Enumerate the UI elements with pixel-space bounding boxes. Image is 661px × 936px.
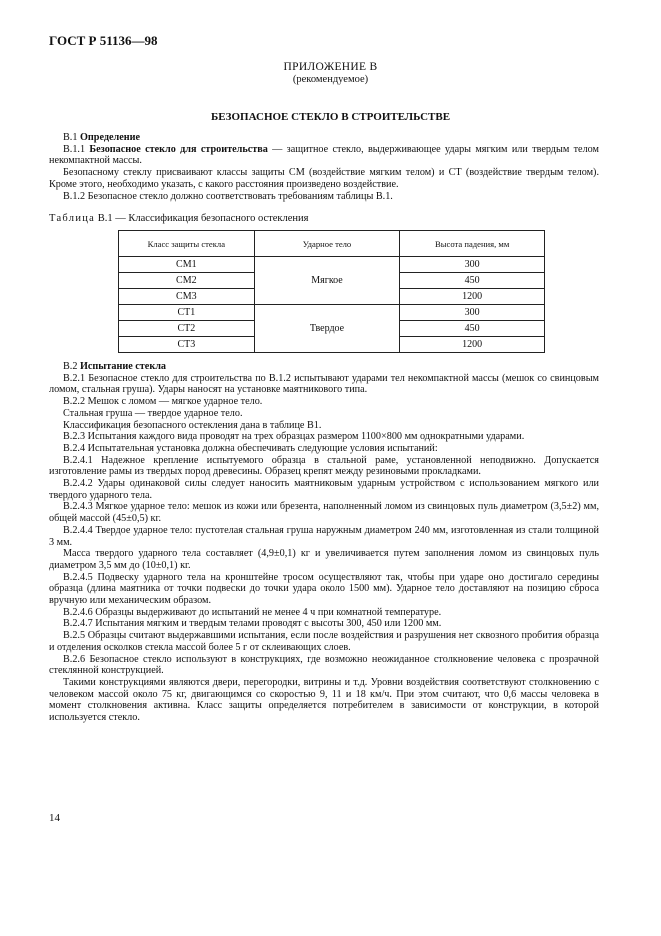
definition-text: — защитное стекло, выдерживающее удары мягким или твердым телом некомпактной массы. bbox=[49, 143, 600, 167]
table-row bbox=[119, 257, 545, 273]
defined-term: Безопасное стекло для строительства bbox=[89, 143, 268, 155]
impact-body-cell: Мягкое bbox=[254, 257, 400, 305]
paragraph: В.2.3 Испытания каждого вида проводят на трех образцах размером 1100×800 мм однократными ударами. bbox=[63, 431, 525, 443]
height-cell: 1200 bbox=[400, 337, 545, 353]
paragraph: В.2.4.7 Испытания мягким и твердым телами проводят с высоты 300, 450 или 1200 мм. bbox=[63, 618, 442, 630]
column-header: Ударное тело bbox=[254, 231, 400, 257]
class-cell: СТ3 bbox=[119, 337, 255, 353]
class-cell: СМ3 bbox=[119, 289, 255, 305]
paragraph: В.2.4 Испытательная установка должна обеспечивать следующие условия испытаний: bbox=[63, 442, 438, 454]
section-title: БЕЗОПАСНОЕ СТЕКЛО В СТРОИТЕЛЬСТВЕ bbox=[210, 111, 451, 123]
paragraph: Масса твердого ударного тела составляет (4,9±0,1) кг и увеличивается путем заполнения ломом из свинцовых пуль диаметром 3,5 мм до (10±0,1) кг. bbox=[49, 548, 599, 571]
column-header: Высота падения, мм bbox=[400, 231, 545, 257]
class-cell: СТ1 bbox=[119, 305, 255, 321]
paragraph: Классификация безопасного остекления дана в таблице В1. bbox=[63, 419, 322, 431]
paragraph: В.2.4.1 Надежное крепление испытуемого образца в стальной раме, установленной неподвижно. Допускается изготовление рамы из твердых пород древесины. Образец крепят между резиновыми прокладками. bbox=[49, 454, 599, 478]
definition-paragraph bbox=[49, 144, 599, 167]
testing-section bbox=[49, 361, 599, 724]
section-heading: Испытание стекла bbox=[79, 361, 167, 372]
testing-heading bbox=[49, 361, 599, 373]
height-cell: 450 bbox=[400, 321, 545, 337]
document-code: ГОСТ Р 51136—98 bbox=[49, 33, 158, 48]
paragraph: Безопасному стеклу присваивают классы защиты СМ (воздействие мягким телом) и СТ (воздействие твердым телом). Кроме этого, необходимо указать, с какого расстояния произведено воздействие. bbox=[49, 167, 599, 190]
paragraph: В.2.4.2 Удары одинаковой силы следует наносить маятниковым ударным устройством с использованием мягкого или твердого ударного тела. bbox=[49, 478, 599, 501]
height-cell: 300 bbox=[400, 305, 545, 321]
paragraph: В.2.4.6 Образцы выдерживают до испытаний не менее 4 ч при комнатной температуре. bbox=[63, 606, 442, 618]
table-caption bbox=[49, 213, 309, 224]
glazing-classification-table bbox=[118, 230, 545, 353]
table-caption-text: В.1 — Классификация безопасного остекления bbox=[95, 213, 309, 224]
paragraph: В.2.2 Мешок с ломом — мягкое ударное тело. bbox=[63, 396, 263, 408]
definition-heading bbox=[49, 132, 599, 144]
paragraph: В.2.5 Образцы считают выдержавшими испытания, если после воздействия и разрушения нет сквозного пробития образца и отделения осколков стекла массой более 5 г от склеивающих слоев. bbox=[49, 630, 599, 653]
appendix-title: ПРИЛОЖЕНИЕ В bbox=[283, 61, 378, 73]
paragraph: В.1.2 Безопасное стекло должно соответствовать требованиям таблицы В.1. bbox=[63, 190, 393, 202]
section-heading: Определение bbox=[79, 132, 141, 143]
clause-number: В.1.1 bbox=[63, 143, 86, 155]
height-cell: 300 bbox=[400, 257, 545, 273]
paragraph: В.2.6 Безопасное стекло используют в конструкциях, где возможно неожиданное столкновение человека с прозрачной стеклянной конструкцией. bbox=[49, 653, 599, 677]
class-cell: СМ1 bbox=[119, 257, 255, 273]
table-caption-label: Таблица bbox=[49, 213, 96, 224]
paragraph: В.2.4.4 Твердое ударное тело: пустотелая стальная груша наружным диаметром 240 мм, изготовленная из стали толщиной 3 мм. bbox=[49, 524, 599, 548]
appendix-subtitle: (рекомендуемое) bbox=[292, 74, 369, 85]
paragraph: Стальная груша — твердое ударное тело. bbox=[63, 407, 243, 419]
section-number: В.2 bbox=[63, 361, 78, 372]
table-row bbox=[119, 305, 545, 321]
class-cell: СТ2 bbox=[119, 321, 255, 337]
height-cell: 450 bbox=[400, 273, 545, 289]
impact-body-cell: Твердое bbox=[254, 305, 400, 353]
section-number: В.1 bbox=[63, 132, 78, 143]
table-header-row bbox=[119, 231, 545, 257]
class-cell: СМ2 bbox=[119, 273, 255, 289]
page-number: 14 bbox=[49, 812, 60, 824]
paragraph: Такими конструкциями являются двери, перегородки, витрины и т.д. Уровни воздействия соответствуют столкновению с человеком массой около 75 кг, двигающимся со скоростью 9, 11 и 18 км/ч. При этом считают, что 0,6 массы человека в момент столкновения активна. Класс защиты определяется потребителем в зависимости от конструкции, в которой используется стекло. bbox=[49, 676, 599, 724]
paragraph: В.2.4.5 Подвеску ударного тела на кронштейне тросом осуществляют так, чтобы при ударе оно достигало середины образца (длина маятника от точки подвески до точки удара около 1500 мм). Ударное тело доставляют на позицию сброса вручную или механическим образом. bbox=[49, 571, 599, 607]
column-header: Класс защиты стекла bbox=[119, 231, 255, 257]
paragraph: В.2.1 Безопасное стекло для строительства по В.1.2 испытывают ударами тел некомпактной массы (мешок со свинцовым ломом, стальная груша). Удары наносят на установке маятникового типа. bbox=[49, 372, 599, 396]
height-cell: 1200 bbox=[400, 289, 545, 305]
paragraph: В.2.4.3 Мягкое ударное тело: мешок из кожи или брезента, наполненный ломом из свинцовых пуль диаметром (3,5±2) мм, общей массой (45±0,5) кг. bbox=[49, 501, 599, 525]
definition-section bbox=[49, 132, 599, 202]
